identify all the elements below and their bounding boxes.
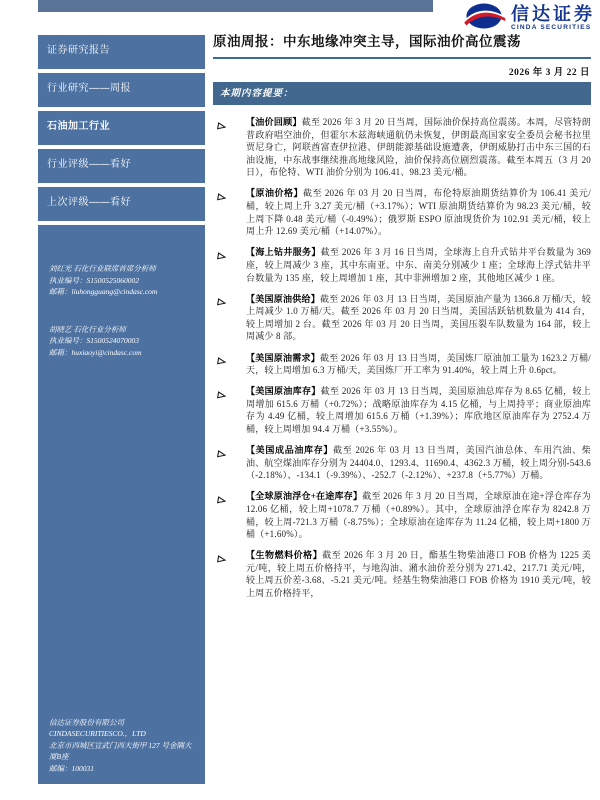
bullet-arrow-icon	[213, 549, 246, 599]
bullet-arrow-icon	[213, 246, 246, 284]
bullet-body: 截至 2026 年 3 月 20 日当周，国际油价保持高位震荡。本周，尽管特朗普政府唱空油价，但霍尔木兹海峡通航仍未恢复，伊朗最高国家安全委员会秘书拉里贾尼身亡，阿联酋富查伊拉港、伊朗能源基础设施遭袭，伊朗威胁打击中东三国的石油设施，中东战事继续推高地缘风险，油价保持高位剧烈震荡。截至本周五（3 月 20 日），布伦特、WTI 油价分别为 106.41、98.23 美元/桶。	[246, 117, 591, 178]
bullet-item	[213, 187, 591, 237]
analyst-name-title: 胡晓艺 石化行业分析师	[49, 324, 126, 334]
analyst-license: 执业编号：S1500525060002	[49, 275, 139, 285]
top-strip-divider	[38, 0, 433, 12]
logo-text	[511, 5, 595, 32]
bullet-arrow-icon	[213, 293, 246, 343]
sidebar-box-label: 行业评级——看好	[47, 159, 131, 170]
bullet-arrow-icon	[213, 385, 246, 435]
company-postcode: 邮编：100031	[49, 763, 94, 773]
analyst-name-title: 刘红光 石化行业联席首席分析师	[49, 264, 156, 273]
analyst-email: 邮箱：huxiaoyi@cindasc.com	[49, 347, 142, 357]
company-name-cn: 信达证券股份有限公司	[49, 717, 124, 727]
logo-name-cn: 信达证券	[511, 4, 595, 24]
bullet-item	[213, 246, 591, 284]
company-name-en: CINDASECURITIESCO.，LTD	[49, 729, 146, 738]
sidebar-box-label: 上次评级——看好	[47, 197, 131, 208]
bullet-tag: 【生物燃料价格】	[246, 550, 323, 561]
bullet-text	[246, 116, 591, 179]
bullet-tag: 【原油价格】	[246, 188, 304, 199]
bullet-item	[213, 490, 591, 540]
analyst-block	[49, 324, 197, 359]
bullet-arrow-icon	[213, 490, 246, 540]
bullet-body: 截至 2026 年 03 月 13 日当周，美国原油总库存为 8.65 亿桶，较上周增加 615.6 万桶（+0.72%）；战略原油库存为 4.15 亿桶，与上周持平；商业原油库存为 4.49 亿桶，较上周增加 615.6 万桶（+1.39%）；库欣地区原油库存为 2752.4 万桶，较上周增加 94.4 万桶（+3.55%）。	[246, 386, 591, 434]
logo-globe-icon	[462, 1, 506, 36]
bullet-body: 截至 2026 年 03 月 13 日当周，美国汽油总体、车用汽油、柴油、航空煤油库存分别为 24404.0、1293.4、11690.4、4362.3 万桶，较上周分别-543.6（-2.18%）、-134.1（-9.39%）、-252.7（-2.12%）、+237.8（+5.77%）万桶。	[246, 445, 591, 481]
bullet-body: 截至 2026 年 03 月 13 日当周，美国炼厂原油加工量为 1623.2 万桶/天，较上周增加 6.3 万桶/天，美国炼厂开工率为 91.40%，较上周上升 0.6pct。	[246, 352, 591, 376]
bullet-arrow-icon	[213, 352, 246, 377]
bullet-arrow-icon	[213, 116, 246, 179]
bullet-text	[246, 490, 591, 540]
report-title: 原油周报：中东地缘冲突主导，国际油价高位震荡	[213, 34, 521, 49]
section-header-label: 本期内容提要：	[220, 89, 294, 99]
bullet-arrow-icon	[213, 187, 246, 237]
sidebar-box	[38, 35, 205, 69]
sidebar-box	[38, 73, 205, 107]
title-divider	[213, 57, 591, 59]
bullet-text	[246, 246, 591, 284]
sidebar-boxes	[38, 35, 205, 221]
sidebar	[38, 35, 205, 784]
bullet-body: 截至 2026 年 03 月 20 日当周，布伦特原油期货结算价为 106.41 美元/桶，较上周上升 3.27 美元/桶（+3.17%）；WTI 原油期货结算价为 98.23 美元/桶，较上周下降 0.48 美元/桶（-0.49%）；俄罗斯 ESPO 原油现货价为 102.91 美元/桶，较上周上升 12.69 美元/桶（+14.07%）。	[246, 188, 591, 237]
bullet-tag: 【海上钻井服务】	[246, 247, 321, 258]
section-header-bar	[213, 82, 591, 105]
bullet-arrow-icon	[213, 444, 246, 482]
summary-bullets	[213, 116, 591, 600]
bullet-text	[246, 187, 591, 237]
bullet-body: 截至 2026 年 3 月 20 日，酯基生物柴油港口 FOB 价格为 1225 美元/吨，较上周五价格持平，与地沟油、潲水油价差分别为 271.42、217.71 美元/吨，较上周五价差-3.68、-5.21 美元/吨。烃基生物柴油港口 FOB 价格为 1910 美元/吨，较上周五价格持平，	[246, 550, 591, 598]
bullet-body: 截至 2026 年 03 月 13 日当周，美国原油产量为 1366.8 万桶/天，较上周减少 1.0 万桶/天。截至 2026 年 03 月 20 日当周，美国活跃钻机数量为 414 台，较上周增加 2 台。截至 2026 年 03 月 20 日当周，美国压裂车队数量为 164 部，较上周减少 8 部。	[246, 293, 591, 342]
bullet-item	[213, 293, 591, 343]
sidebar-info-panel	[38, 225, 205, 784]
sidebar-box	[38, 111, 205, 145]
company-block	[49, 717, 197, 775]
bullet-tag: 【美国原油需求】	[246, 352, 320, 363]
sidebar-box-label: 石油加工行业	[47, 121, 110, 132]
company-address: 北京市西城区宣武门西大街甲 127 号金隅大厦B座	[49, 740, 192, 761]
analyst-license: 执业编号：S1500524070003	[49, 336, 139, 345]
bullet-text	[246, 352, 591, 377]
bullet-item	[213, 352, 591, 377]
bullet-item	[213, 385, 591, 435]
bullet-text	[246, 293, 591, 343]
analyst-list	[49, 263, 197, 384]
cinda-logo	[462, 1, 595, 36]
analyst-email: 邮箱：liuhongguang@cindasc.com	[49, 287, 158, 296]
logo-name-en: CINDA SECURITIES	[511, 24, 592, 31]
sidebar-box	[38, 149, 205, 183]
bullet-body: 截至 2026 年 3 月 20 日当周，全球原油在途+浮仓库存为 12.06 亿桶，较上周+1078.7 万桶（+0.89%）。其中，全球原油浮仓库存为 8242.8 万桶，较上周-721.3 万桶（-8.75%）；全球原油在途库存为 11.24 亿桶，较上周+1800 万桶（+1.60%）。	[246, 491, 591, 540]
bullet-item	[213, 549, 591, 599]
bullet-tag: 【美国原油库存】	[246, 386, 321, 397]
report-date: 2026 年 3 月 22 日	[508, 68, 590, 78]
sidebar-box-label: 行业研究——周报	[47, 83, 131, 94]
sidebar-box-label: 证券研究报告	[47, 45, 110, 56]
bullet-text	[246, 385, 591, 435]
bullet-tag: 【全球原油浮仓+在途库存】	[246, 491, 363, 502]
analyst-block	[49, 263, 197, 298]
main-content	[213, 34, 591, 608]
bullet-tag: 【油价回顾】	[246, 117, 302, 127]
bullet-item	[213, 116, 591, 179]
sidebar-box	[38, 187, 205, 221]
bullet-text	[246, 444, 591, 482]
bullet-tag: 【美国成品油库存】	[246, 445, 334, 456]
bullet-item	[213, 444, 591, 482]
bullet-tag: 【美国原油供给】	[246, 293, 320, 304]
bullet-body: 截至 2026 年 3 月 16 日当周，全球海上自升式钻井平台数量为 369 座，较上周减少 3 座，其中东南亚、中东、南美分别减少 1 座；全球海上浮式钻井平台数量为 135 座，较上周增加 1 座，其中非洲增加 2 座，其他地区减少 1 座。	[246, 247, 591, 283]
bullet-text	[246, 549, 591, 599]
